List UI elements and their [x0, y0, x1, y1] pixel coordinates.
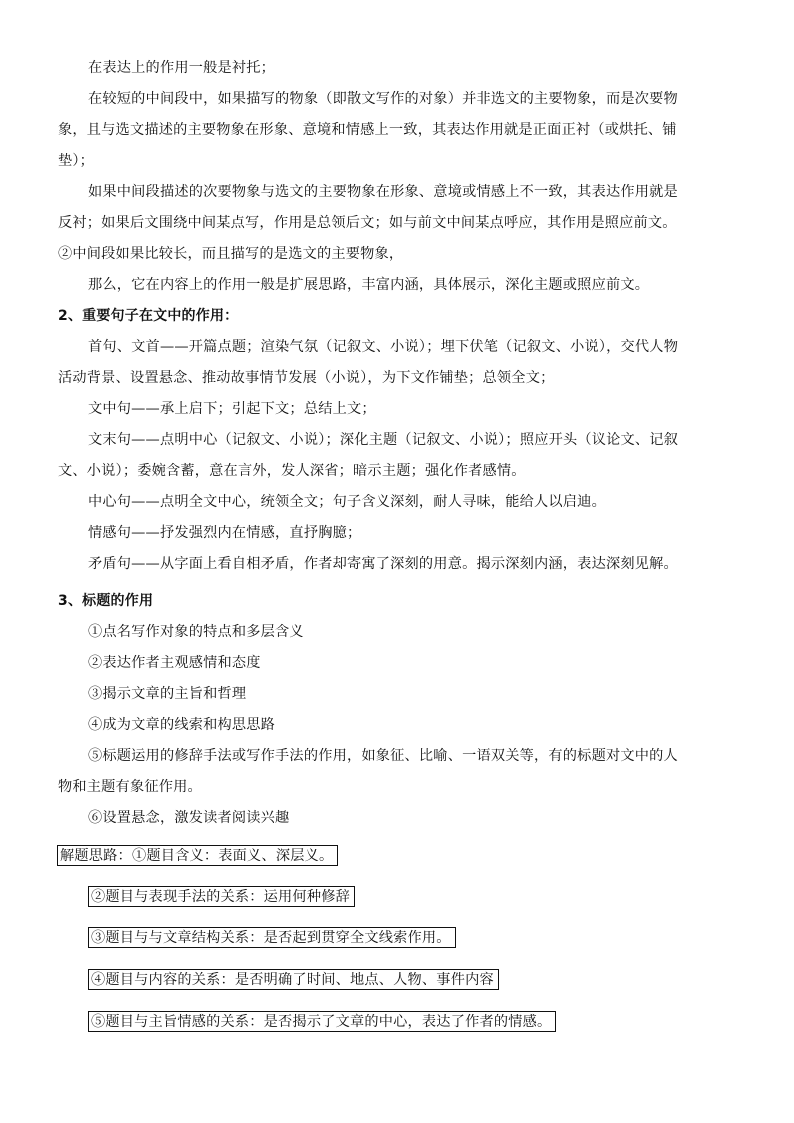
list-item: ⑤标题运用的修辞手法或写作手法的作用，如象征、比喻、一语双关等，有的标题对文中的人 [88, 748, 678, 764]
paragraph-text: 文末句——点明中心（记叙文、小说）；深化主题（记叙文、小说）；照应开头（议论文、记叙 [88, 432, 679, 448]
paragraph-text: 反衬；如果后文围绕中间某点写，作用是总领后文；如与前文中间某点呼应，其作用是照应前文。 [58, 215, 677, 231]
boxed-note: ③题目与与文章结构关系：是否起到贯穿全文线索作用。 [88, 927, 456, 948]
list-item: ③揭示文章的主旨和哲理 [88, 686, 247, 702]
paragraph-text: 文中句——承上启下；引起下文；总结上文； [88, 401, 376, 417]
paragraph-text: 文、小说）；委婉含蓄，意在言外，发人深省；暗示主题；强化作者感情。 [58, 463, 526, 479]
paragraph-text: 在较短的中间段中，如果描写的物象（即散文写作的对象）并非选文的主要物象，而是次要物 [88, 91, 678, 107]
list-item: ②表达作者主观感情和态度 [88, 655, 261, 671]
list-item: ①点名写作对象的特点和多层含义 [88, 624, 304, 640]
paragraph-text: 象，且与选文描述的主要物象在形象、意境和情感上一致，其表达作用就是正面正衬（或烘托、铺 [58, 122, 677, 138]
list-item: ⑥设置悬念，激发读者阅读兴趣 [88, 810, 290, 826]
paragraph-text: 矛盾句——从字面上看自相矛盾，作者却寄寓了深刻的用意。揭示深刻内涵，表达深刻见解。 [88, 556, 678, 572]
paragraph-text: 中心句——点明全文中心，统领全文；句子含义深刻，耐人寻味，能给人以启迪。 [88, 494, 606, 510]
paragraph-text: 那么，它在内容上的作用一般是扩展思路，丰富内涵，具体展示，深化主题或照应前文。 [88, 277, 650, 293]
paragraph-text: 垫）； [58, 153, 95, 169]
boxed-note: ②题目与表现手法的关系：运用何种修辞 [88, 886, 355, 907]
paragraph-text: 情感句——抒发强烈内在情感，直抒胸臆； [88, 525, 362, 541]
section-heading-2: 2、重要句子在文中的作用： [58, 308, 239, 324]
paragraph-text: 活动背景、设置悬念、推动故事情节发展（小说），为下文作铺垫；总领全文； [58, 370, 555, 386]
boxed-note: ④题目与内容的关系：是否明确了时间、地点、人物、事件内容 [88, 969, 499, 990]
list-item: ④成为文章的线索和构思思路 [88, 717, 276, 733]
paragraph-text: 首句、文首——开篇点题；渲染气氛（记叙文、小说）；埋下伏笔（记叙文、小说），交代人物 [88, 339, 679, 355]
boxed-note: ⑤题目与主旨情感的关系：是否揭示了文章的中心，表达了作者的情感。 [88, 1011, 556, 1032]
section-heading-3: 3、标题的作用 [58, 593, 154, 609]
paragraph-text: ②中间段如果比较长，而且描写的是选文的主要物象， [58, 246, 404, 262]
paragraph-text: 在表达上的作用一般是衬托； [88, 60, 276, 76]
list-item: 物和主题有象征作用。 [58, 779, 202, 795]
paragraph-text: 如果中间段描述的次要物象与选文的主要物象在形象、意境或情感上不一致，其表达作用就是 [88, 184, 678, 200]
boxed-note: 解题思路：①题目含义：表面义、深层义。 [57, 845, 338, 866]
